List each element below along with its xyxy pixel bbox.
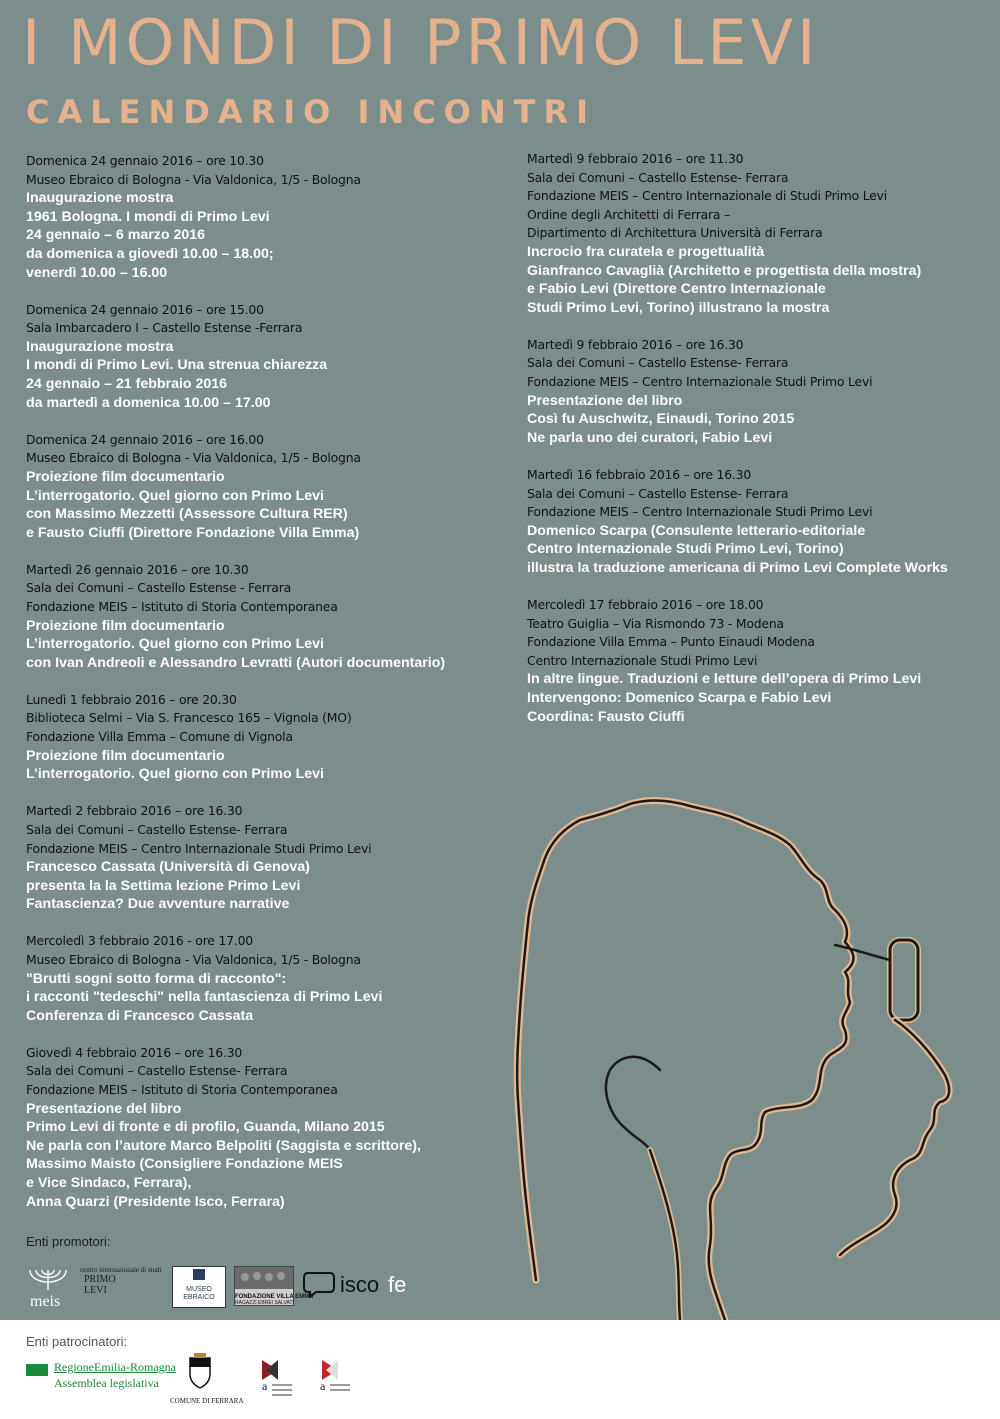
architects-emblem-icon [258, 1356, 298, 1406]
event-highlight-line: 24 gennaio – 6 marzo 2016 [26, 227, 206, 244]
comune-text: COMUNE DI FERRARA [170, 1397, 244, 1405]
event-info-line: Giovedì 4 febbraio 2016 – ore 16.30 [26, 1044, 243, 1060]
event-highlight-line: e Vice Sindaco, Ferrara), [26, 1175, 192, 1191]
event-info-line: Fondazione MEIS – Centro Internazionale Studi Primo Levi [527, 504, 873, 520]
event-highlight-line: Fantascienza? Due avventure narrative [26, 896, 290, 913]
event-highlight-line: "Brutti sogni sotto forma di racconto": [26, 970, 287, 987]
event-highlight-line: Massimo Maisto (Consigliere Fondazione MEIS [26, 1156, 343, 1173]
event-info-line: Dipartimento di Architettura Università di Ferrara [527, 225, 823, 241]
event-entry [26, 1044, 496, 1211]
patrons-label: Enti patrocinatori: [26, 1334, 128, 1349]
event-highlight-line: da martedì a domenica 10.00 – 17.00 [26, 394, 271, 411]
event-highlight-line: L’interrogatorio. Quel giorno con Primo Levi [26, 487, 324, 504]
event-highlight-line: Coordina: Fausto Ciuffi [527, 708, 685, 725]
event-info-line: Fondazione Villa Emma – Comune di Vignola [26, 729, 293, 745]
event-info-line: Sala dei Comuni – Castello Estense- Ferrara [527, 355, 789, 371]
primo-levi-centre-logo [80, 1266, 162, 1306]
event-info-line: Teatro Guiglia – Via Rismondo 73 - Modena [527, 615, 784, 631]
event-info-line: Fondazione MEIS – Istituto di Storia Contemporanea [26, 598, 338, 614]
event-info-line: Sala dei Comuni – Castello Estense- Ferrara [26, 1063, 288, 1079]
museum-crest-icon [173, 1267, 225, 1281]
villa-emma-logo [234, 1266, 314, 1306]
event-highlight-line: e Fabio Levi (Direttore Centro Internazionale [527, 281, 826, 298]
event-info-line: Domenica 24 gennaio 2016 – ore 10.30 [26, 153, 264, 168]
event-highlight-line: Proiezione film documentario [26, 747, 225, 764]
event-info-line: Sala Imbarcadero I – Castello Estense -Ferrara [26, 320, 303, 336]
event-info-line: Centro Internazionale Studi Primo Levi [527, 652, 758, 668]
event-info-line: Fondazione MEIS – Centro Internazionale di Studi Primo Levi [527, 188, 887, 204]
event-entry [26, 152, 496, 282]
isco-text: isco [340, 1272, 380, 1297]
regione-flag-icon [26, 1364, 48, 1376]
event-entry [527, 466, 997, 578]
centre-logo-small-text: centro internazionale di studi [80, 1266, 162, 1274]
event-info-line: Martedì 9 febbraio 2016 – ore 16.30 [527, 336, 744, 352]
event-highlight-line: Intervengono: Domenico Scarpa e Fabio Levi [527, 689, 832, 706]
event-info-line: Martedì 2 febbraio 2016 – ore 16.30 [26, 803, 243, 819]
event-highlight-line: Domenico Scarpa (Consulente letterario-editoriale [527, 522, 866, 539]
event-highlight-line: Primo Levi di fronte e di profilo, Guanda, Milano 2015 [26, 1119, 385, 1136]
event-highlight-line: Proiezione film documentario [26, 468, 225, 485]
event-info-line: Martedì 26 gennaio 2016 – ore 10.30 [26, 561, 249, 577]
event-entry [26, 301, 496, 413]
patrons-footer [0, 1320, 1000, 1419]
museo-ebraico-logo [172, 1266, 226, 1308]
event-highlight-line: Inaugurazione mostra [26, 338, 174, 355]
event-highlight-line: da domenica a giovedì 10.00 – 18.00; [26, 245, 274, 262]
event-entry [26, 431, 496, 543]
event-info-line: Mercoledì 3 febbraio 2016 - ore 17.00 [26, 933, 253, 949]
event-highlight-line: e Fausto Ciuffi (Direttore Fondazione Villa Emma) [26, 524, 360, 541]
event-highlight-line: Ne parla con l’autore Marco Belpoliti (Saggista e scrittore), [26, 1137, 421, 1154]
svg-text:a: a [262, 1379, 268, 1393]
event-info-line: Domenica 24 gennaio 2016 – ore 15.00 [26, 301, 264, 317]
event-info-line: Sala dei Comuni – Castello Estense- Ferrara [26, 821, 288, 837]
event-entry [527, 150, 997, 317]
event-highlight-line: 1961 Bologna. I mondi di Primo Levi [26, 208, 270, 225]
event-entry [527, 336, 997, 448]
event-entry [26, 932, 496, 1025]
event-entry [527, 596, 997, 726]
event-highlight-line: I mondi di Primo Levi. Una strenua chiarezza [26, 357, 328, 374]
ordine-architetti-logo [258, 1356, 298, 1406]
event-highlight-line: Proiezione film documentario [26, 617, 225, 634]
event-highlight-line: L’interrogatorio. Quel giorno con Primo Levi [26, 636, 324, 653]
event-entry [26, 802, 496, 914]
event-highlight-line: L’interrogatorio. Quel giorno con Primo Levi [26, 766, 324, 783]
event-info-line: Museo Ebraico di Bologna - Via Valdonica, 1/5 - Bologna [26, 171, 361, 187]
event-highlight-line: con Massimo Mezzetti (Assessore Cultura RER) [26, 506, 348, 523]
menorah-icon [26, 1266, 70, 1290]
event-info-line: Martedì 9 febbraio 2016 – ore 11.30 [527, 151, 744, 166]
regione-line2: Assemblea legislativa [54, 1376, 159, 1390]
event-info-line: Lunedì 1 febbraio 2016 – ore 20.30 [26, 691, 237, 707]
regione-emilia-romagna-logo [26, 1360, 176, 1394]
event-entry [26, 561, 496, 673]
promoters-label: Enti promotori: [26, 1234, 111, 1249]
svg-text:a: a [320, 1379, 326, 1393]
event-highlight-line: Conferenza di Francesco Cassata [26, 1007, 254, 1024]
isco-fe-text: fe [388, 1272, 407, 1297]
event-highlight-line: Così fu Auschwitz, Einaudi, Torino 2015 [527, 411, 795, 428]
event-entry [26, 691, 496, 784]
meis-logo-text: meis [30, 1293, 61, 1310]
events-right-column [527, 150, 997, 745]
museo-line1: MUSEO [186, 1286, 212, 1293]
event-highlight-line: In altre lingue. Traduzioni e letture dell’opera di Primo Levi [527, 671, 922, 688]
event-info-line: Mercoledì 17 febbraio 2016 – ore 18.00 [527, 596, 764, 612]
event-info-line: Ordine degli Architetti di Ferrara – [527, 206, 731, 222]
event-highlight-line: Ne parla uno dei curatori, Fabio Levi [527, 429, 773, 446]
comune-ferrara-logo [170, 1352, 244, 1412]
event-highlight-line: i racconti "tedeschi" nella fantascienza di Primo Levi [26, 989, 383, 1006]
event-highlight-line: Francesco Cassata (Università di Genova) [26, 859, 310, 876]
event-highlight-line: Inaugurazione mostra [26, 190, 174, 207]
event-highlight-line: presenta la la Settima lezione Primo Levi [26, 877, 301, 894]
event-highlight-line: con Ivan Andreoli e Alessandro Levratti (Autori documentario) [26, 654, 446, 671]
event-highlight-line: Studi Primo Levi, Torino) illustrano la mostra [527, 299, 830, 316]
event-highlight-line: Gianfranco Cavaglià (Architetto e progettista della mostra) [527, 262, 922, 279]
event-highlight-line: illustra la traduzione americana di Primo Levi Complete Works [527, 559, 948, 576]
event-info-line: Martedì 16 febbraio 2016 – ore 16.30 [527, 466, 752, 482]
event-info-line: Domenica 24 gennaio 2016 – ore 16.00 [26, 431, 264, 447]
museo-line2: EBRAICO [183, 1294, 215, 1301]
poster-title: I MONDI DI PRIMO LEVI [22, 6, 820, 79]
event-info-line: Fondazione MEIS – Istituto di Storia Contemporanea [26, 1082, 338, 1098]
event-info-line: Fondazione Villa Emma – Punto Einaudi Modena [527, 634, 815, 650]
meis-logo [26, 1266, 70, 1310]
poster-subtitle: CALENDARIO INCONTRI [26, 93, 597, 131]
regione-line1: RegioneEmilia-Romagna [54, 1360, 176, 1374]
event-highlight-line: Anna Quarzi (Presidente Isco, Ferrara) [26, 1193, 285, 1210]
event-info-line: Fondazione MEIS – Centro Internazionale Studi Primo Levi [26, 840, 372, 856]
speech-bubble-icon [302, 1270, 336, 1298]
fondazione-architetti-logo [316, 1356, 356, 1406]
event-highlight-line: Incrocio fra curatela e progettualità [527, 243, 765, 260]
centre-logo-name: PRIMO LEVI [84, 1274, 116, 1296]
event-highlight-line: Presentazione del libro [527, 392, 683, 409]
primo-levi-profile-drawing [500, 750, 1000, 1320]
event-highlight-line: Presentazione del libro [26, 1100, 182, 1117]
event-info-line: Sala dei Comuni – Castello Estense- Ferrara [527, 169, 789, 185]
event-info-line: Museo Ebraico di Bologna - Via Valdonica, 1/5 - Bologna [26, 951, 361, 967]
isco-logo [302, 1270, 422, 1300]
events-left-column [26, 152, 496, 1230]
event-highlight-line: venerdì 10.00 – 16.00 [26, 264, 168, 281]
event-info-line: Fondazione MEIS – Centro Internazionale Studi Primo Levi [527, 374, 873, 390]
event-highlight-line: 24 gennaio – 21 febbraio 2016 [26, 376, 228, 393]
villa-emma-name: FONDAZIONE VILLA EMMA [235, 1294, 314, 1300]
event-info-line: Sala dei Comuni – Castello Estense - Ferrara [26, 580, 291, 596]
event-info-line: Sala dei Comuni – Castello Estense- Ferrara [527, 485, 789, 501]
foundation-emblem-icon [316, 1356, 356, 1406]
event-highlight-line: Centro Internazionale Studi Primo Levi, Torino) [527, 541, 844, 558]
event-info-line: Biblioteca Selmi – Via S. Francesco 165 – Vignola (MO) [26, 710, 352, 726]
villa-emma-sub: RAGAZZI EBREI SALVATI [235, 1300, 294, 1306]
event-info-line: Museo Ebraico di Bologna - Via Valdonica, 1/5 - Bologna [26, 450, 361, 466]
ferrara-crest-icon [170, 1352, 230, 1392]
children-photo-icon [235, 1267, 293, 1289]
